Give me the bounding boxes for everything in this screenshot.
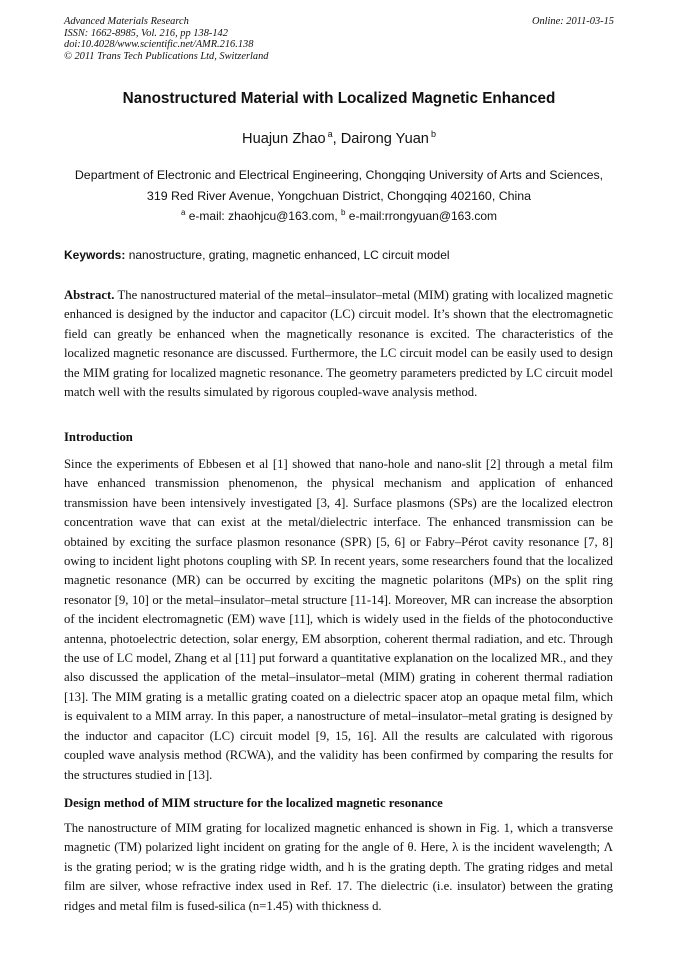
author-name: Dairong Yuan [340, 131, 429, 147]
affiliation-line: Department of Electronic and Electrical Engineering, Chongqing University of Arts and Sciences, [74, 168, 604, 182]
keywords [64, 248, 614, 262]
email-marker: a [180, 208, 186, 217]
affiliation-marker: a [327, 129, 333, 139]
author-list [40, 129, 638, 147]
keywords-label: Keywords: [64, 248, 126, 262]
issn-line: ISSN: 1662-8985, Vol. 216, pp 138-142 [64, 27, 228, 39]
email-text: e-mail: zhaohjcu@163.com, [185, 209, 341, 223]
paper-title: Nanostructured Material with Localized Magnetic Enhanced [122, 90, 556, 107]
author-emails [40, 208, 638, 223]
author-separator: , [332, 131, 341, 147]
section-heading-introduction: Introduction [64, 430, 133, 444]
email-text: e-mail:rrongyuan@163.com [345, 209, 498, 223]
email-marker: b [341, 208, 346, 217]
doi-line: doi:10.4028/www.scientific.net/AMR.216.138 [64, 39, 254, 50]
affiliation-line: 319 Red River Avenue, Yongchuan District, Chongqing 402160, China [146, 189, 532, 203]
introduction-paragraph: Since the experiments of Ebbesen et al [1] showed that nano-hole and nano-slit [2] through a metal film have enhanced transmission phenomenon, the physical mechanism and application of enhanced transmission have been intensively investigated [3, 4]. Surface plasmons (SPs) are the localized electron concentration wave that can exist at the metal/dielectric interface. The enhanced transmission can be obtained by exciting the surface plasmon resonance (SPR) [5, 6] or Fabry–Pérot cavity resonance [7, 8] owing to incident light photons coupling with SP. In recent years, some researchers found that the localized magnetic resonance (MR) can be occurred by exciting the magnetic polaritons (MPs) on the split ring resonator [9, 10] or the metal–insulator–metal structure [11-14]. Moreover, MR can increase the absorption of the incident electromagnetic (EM) wave [11], which is widely used in the fields of the photoconductive antenna, photoelectric detection, solar energy, EM absorption, coherent thermal radiation, and etc. Through the use of LC model, Zhang et al [11] put forward a quantitative explanation on the localized MR., and they also discussed the application of the metal–insulator–metal (MIM) grating in coherent thermal radiation [13]. The MIM grating is a metallic grating coated on a dielectric spacer atop an opaque metal film, which is equivalent to a MIM array. In this paper, a nanostructure of metal–insulator–metal grating is designed by the inductor and capacitor (LC) circuit model [9, 15, 16]. All the results are calculated with rigorous coupled wave analysis method (RCWA), and the validity has been confirmed by comparing the results for the structures studied in [13]. [64, 457, 613, 782]
abstract [64, 286, 613, 402]
copyright-line: © 2011 Trans Tech Publications Ltd, Switzerland [64, 50, 269, 62]
author-name: Huajun Zhao [242, 131, 326, 147]
design-paragraph: The nanostructure of MIM grating for localized magnetic enhanced is shown in Fig. 1, which a transverse magnetic (TM) polarized light incident on grating for the angle of θ. Here, λ is the incident wavelength; Λ is the grating period; w is the grating ridge width, and h is the grating depth. The grating ridges and metal film are silver, whose refractive index used in Ref. 17. The dielectric (i.e. insulator) between the grating ridges and metal film is fused-silica (n=1.45) with thickness d. [64, 821, 613, 913]
affiliation [50, 165, 628, 207]
section-heading-design: Design method of MIM structure for the localized magnetic resonance [64, 796, 443, 810]
online-date: Online: 2011-03-15 [531, 16, 614, 27]
journal-name: Advanced Materials Research [64, 16, 189, 27]
abstract-text: The nanostructured material of the metal–insulator–metal (MIM) grating with localized magnetic enhanced is designed by the inductor and capacitor (LC) circuit model. It’s shown that the electromagnetic field can greatly be enhanced when the magnetically resonance is excited. The characteristics of the localized magnetic resonance are discussed. Furthermore, the LC circuit model can be easily used to design the MIM grating for localized magnetic resonance. The geometry parameters predicted by LC circuit model match well with the results simulated by rigorous coupled-wave analysis method. [64, 288, 613, 400]
affiliation-marker: b [430, 129, 436, 139]
abstract-label: Abstract. [64, 288, 115, 302]
keywords-text: nanostructure, grating, magnetic enhanced, LC circuit model [125, 248, 450, 262]
journal-header [64, 16, 614, 62]
